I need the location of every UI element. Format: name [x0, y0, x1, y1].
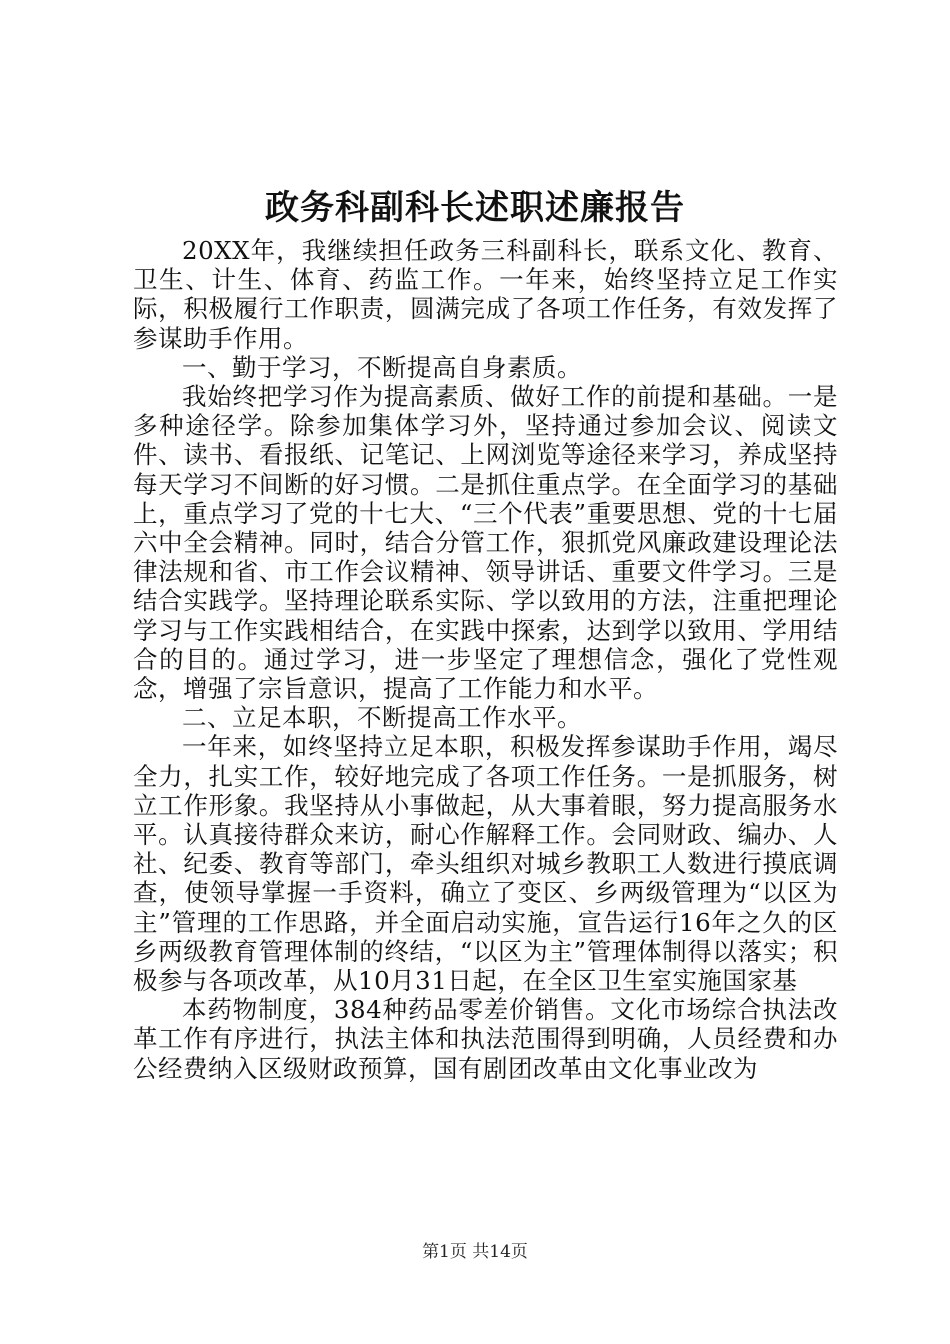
section-2-continued-paragraph: 本药物制度，384种药品零差价销售。文化市场综合执法改革工作有序进行，执法主体和执法范围得到明确，人员经费和办公经费纳入区级财政预算，国有剧团改革由文化事业改为	[133, 995, 838, 1083]
section-heading-1: 一、勤于学习，不断提高自身素质。	[182, 352, 582, 382]
document-body	[133, 236, 838, 1083]
section-heading-2: 二、立足本职，不断提高工作水平。	[182, 703, 582, 733]
section-2-paragraph: 一年来，如终坚持立足本职，积极发挥参谋助手作用，竭尽全力，扎实工作，较好地完成了各项工作任务。一是抓服务，树立工作形象。我坚持从小事做起，从大事着眼，努力提高服务水平。认真接待群众来访，耐心作解释工作。会同财政、编办、人社、纪委、教育等部门，牵头组织对城乡教职工人数进行摸底调查，使领导掌握一手资料，确立了变区、乡两级管理为“以区为主”管理的工作思路，并全面启动实施，宣告运行16年之久的区乡两级教育管理体制的终结，“以区为主”管理体制得以落实；积极参与各项改革，从10月31日起，在全区卫生室实施国家基	[133, 732, 838, 996]
document-title: 政务科副科长述职述廉报告	[265, 188, 685, 228]
intro-paragraph: 20XX年，我继续担任政务三科副科长，联系文化、教育、卫生、计生、体育、药监工作。一年来，始终坚持立足工作实际，积极履行工作职责，圆满完成了各项工作任务，有效发挥了参谋助手作用。	[133, 236, 838, 353]
page-number-footer: 第1页 共14页	[422, 1242, 528, 1262]
section-1-paragraph: 我始终把学习作为提高素质、做好工作的前提和基础。一是多种途径学。除参加集体学习外，坚持通过参加会议、阅读文件、读书、看报纸、记笔记、上网浏览等途径来学习，养成坚持每天学习不间断的好习惯。二是抓住重点学。在全面学习的基础上，重点学习了党的十七大、“三个代表”重要思想、党的十七届六中全会精神。同时，结合分管工作，狠抓党风廉政建设理论法律法规和省、市工作会议精神、领导讲话、重要文件学习。三是结合实践学。坚持理论联系实际、学以致用的方法，注重把理论学习与工作实践相结合，在实践中探索，达到学以致用、学用结合的目的。通过学习，进一步坚定了理想信念，强化了党性观念，增强了宗旨意识，提高了工作能力和水平。	[133, 382, 838, 704]
